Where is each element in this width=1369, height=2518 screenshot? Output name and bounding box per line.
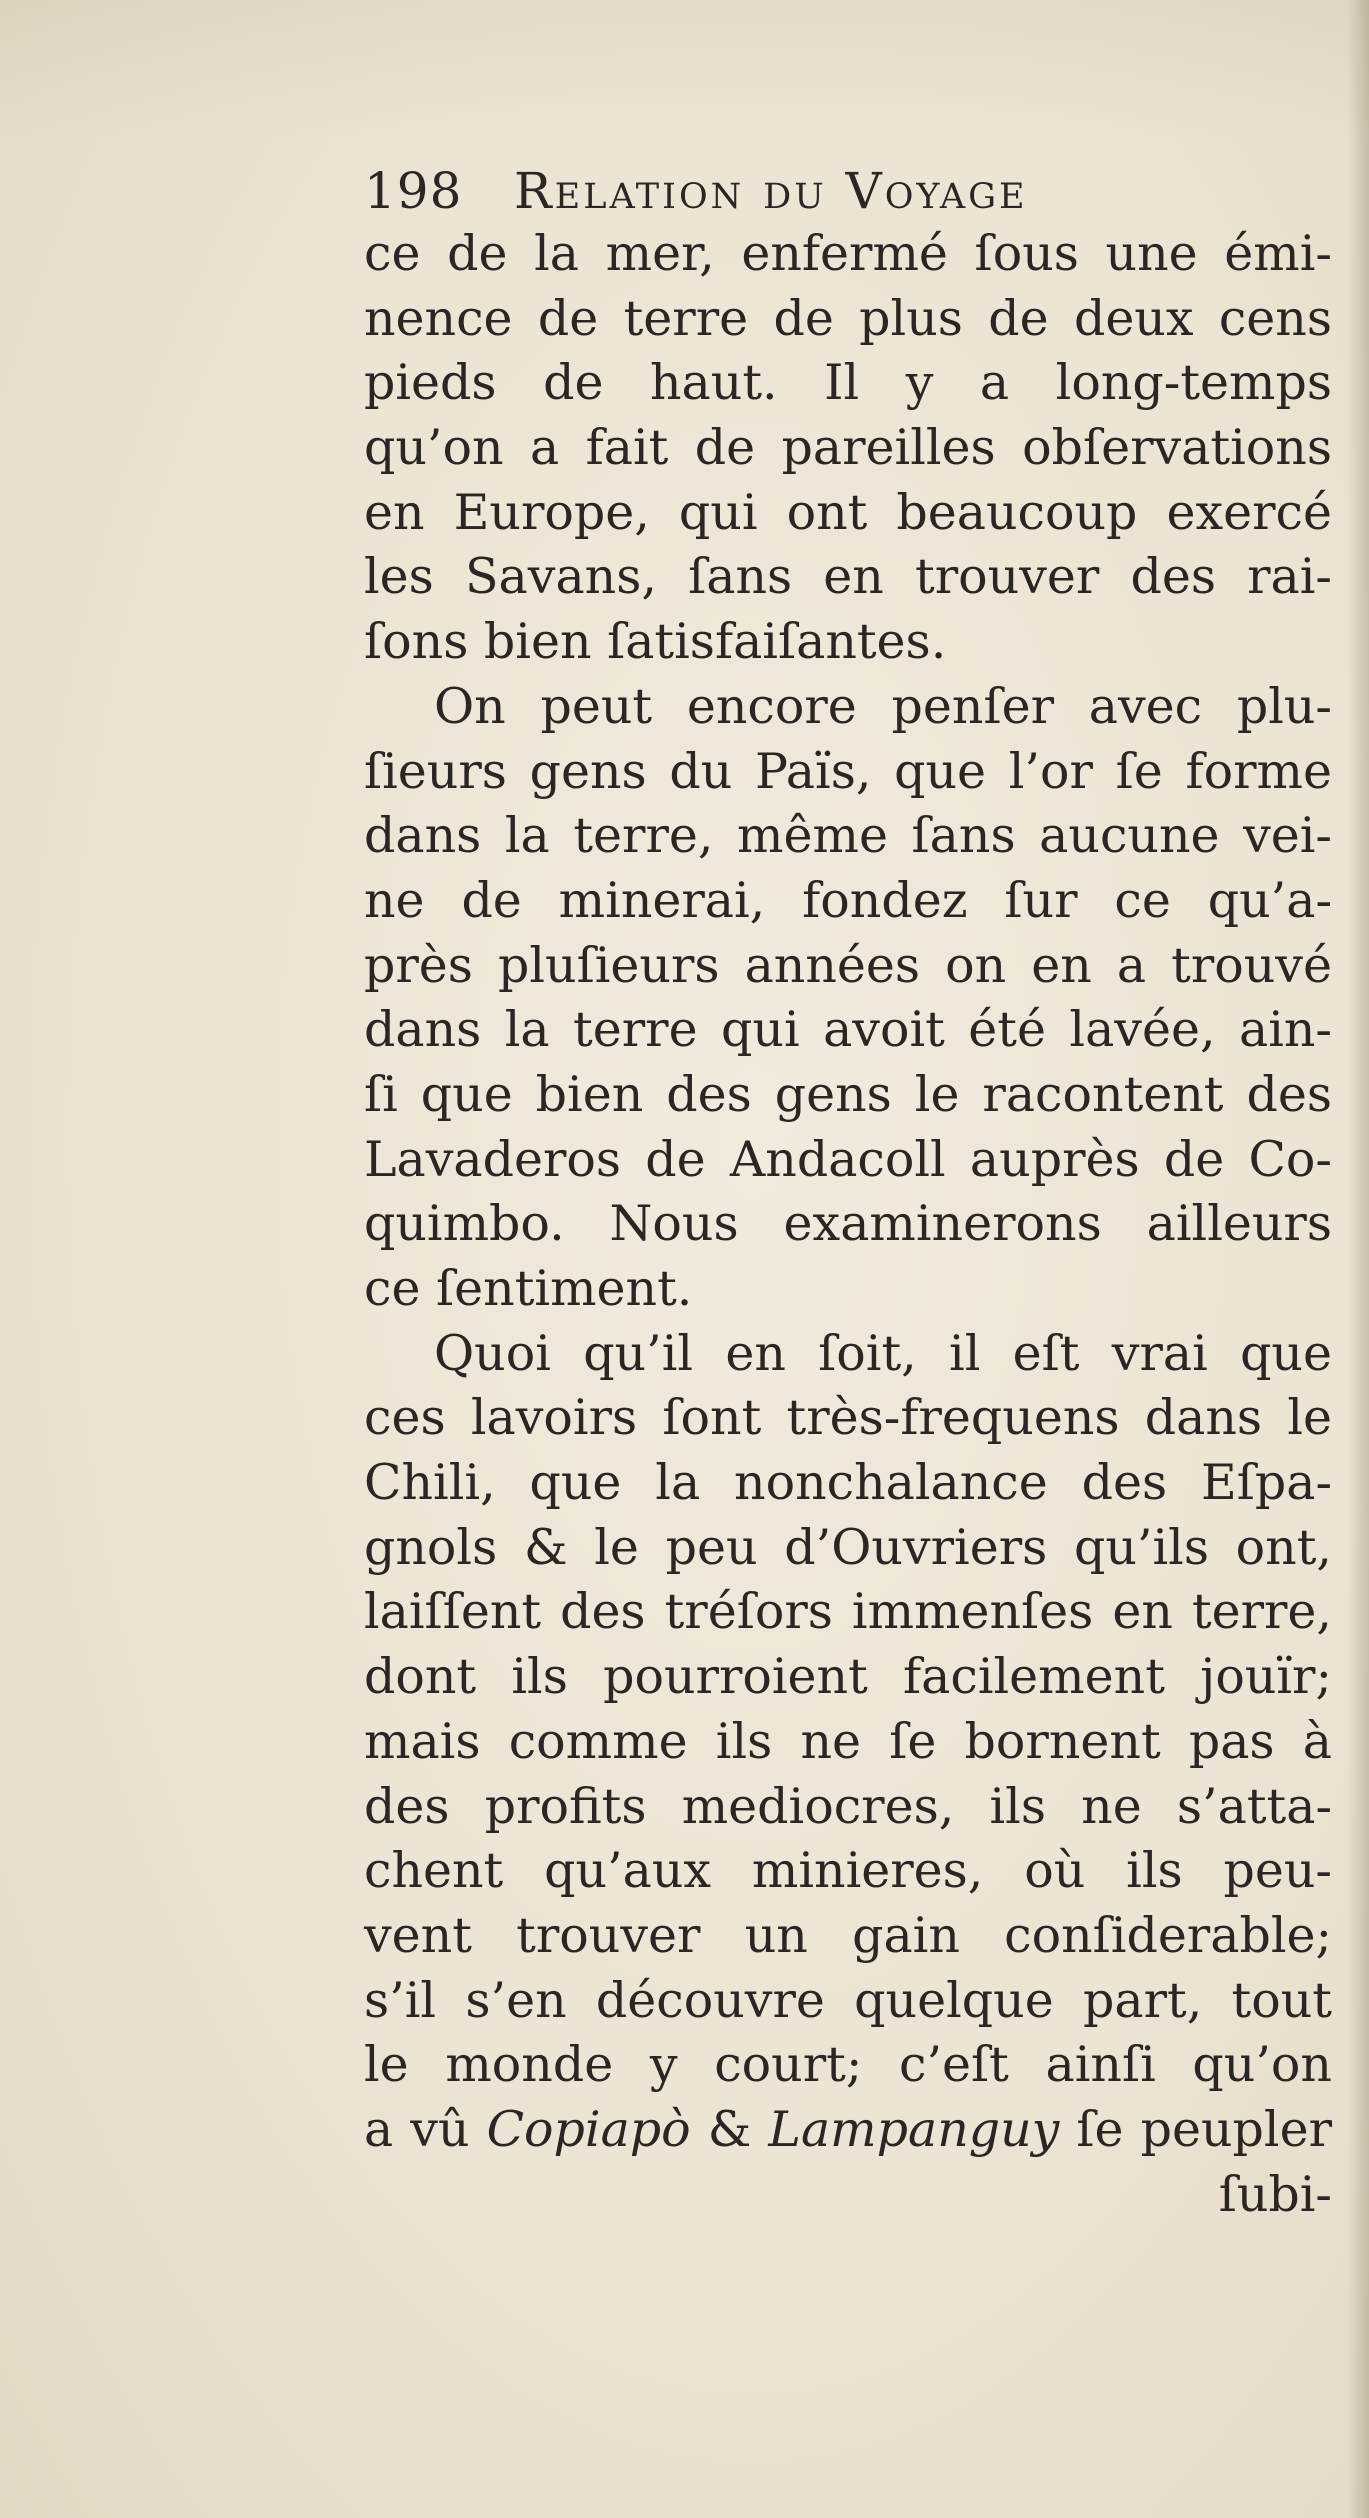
spine-shadow <box>1347 0 1369 2518</box>
text-line: ſi que bien des gens le racontent des <box>364 1065 1332 1123</box>
text-line: ne de minerai, fondez ſur ce qu’a- <box>364 871 1332 929</box>
body-text <box>364 222 1332 2227</box>
text-line: dans la terre qui avoit été lavée, ain- <box>364 1001 1332 1059</box>
text-block <box>364 160 1332 2227</box>
text-line: gnols & le peu d’Ouvriers qu’ils ont, <box>364 1518 1332 1576</box>
text-line: dont ils pourroient facilement jouïr; <box>364 1648 1332 1706</box>
text-line: chent qu’aux minieres, où ils peu- <box>364 1842 1332 1900</box>
text-line: laiſſent des tréſors immenſes en terre, <box>364 1583 1332 1641</box>
text-line: mais comme ils ne ſe bornent pas à <box>364 1712 1332 1770</box>
text-line: ſons bien ſatisfaiſantes. <box>364 613 947 671</box>
page-number: 198 <box>364 162 463 220</box>
italic-place-name: Copiapò <box>486 2100 691 2158</box>
text-line: ce de la mer, enfermé ſous une émi- <box>364 225 1332 282</box>
text-line: dans la terre, même ſans aucune vei- <box>364 807 1332 865</box>
text-line: ſieurs gens du Païs, que l’or ſe forme <box>364 742 1332 800</box>
text-line: nence de terre de plus de deux cens <box>364 289 1332 347</box>
text-line: ces lavoirs ſont très-frequens dans le <box>364 1389 1332 1447</box>
text-line: pieds de haut. Il y a long-temps <box>364 354 1332 412</box>
text-line: Lavaderos de Andacoll auprès de Co- <box>364 1130 1332 1188</box>
text-line: s’il s’en découvre quelque part, tout <box>364 1971 1332 2029</box>
text-line: Chili, que la nonchalance des Eſpa- <box>364 1454 1332 1512</box>
text-line: des profits mediocres, ils ne s’atta- <box>364 1777 1332 1835</box>
text-line: qu’on a fait de pareilles obſervations <box>364 419 1332 477</box>
text-line: On peut encore penſer avec plu- <box>434 677 1332 735</box>
text-line: vent trouver un gain conſiderable; <box>364 1906 1332 1964</box>
text-line: les Savans, ſans en trouver des rai- <box>364 548 1332 606</box>
page-shading <box>0 0 1369 140</box>
italic-place-name: Lampanguy <box>768 2100 1060 2158</box>
running-head-title: Relation du Voyage <box>514 162 1028 220</box>
text-line: en Europe, qui ont beaucoup exercé <box>364 483 1332 541</box>
text-line: ſubi- <box>1218 2165 1332 2223</box>
text-line: quimbo. Nous examinerons ailleurs <box>364 1195 1332 1253</box>
text-line: a vû Copiapò & Lampanguy ſe peupler <box>364 2100 1332 2158</box>
text-line: ce ſentiment. <box>364 1260 693 1317</box>
text-line: le monde y court; c’eſt ainſi qu’on <box>364 2036 1332 2094</box>
text-line: près pluſieurs années on en a trouvé <box>364 936 1332 994</box>
running-head <box>364 160 1332 222</box>
text-line: Quoi qu’il en ſoit, il eſt vrai que <box>434 1324 1332 1382</box>
